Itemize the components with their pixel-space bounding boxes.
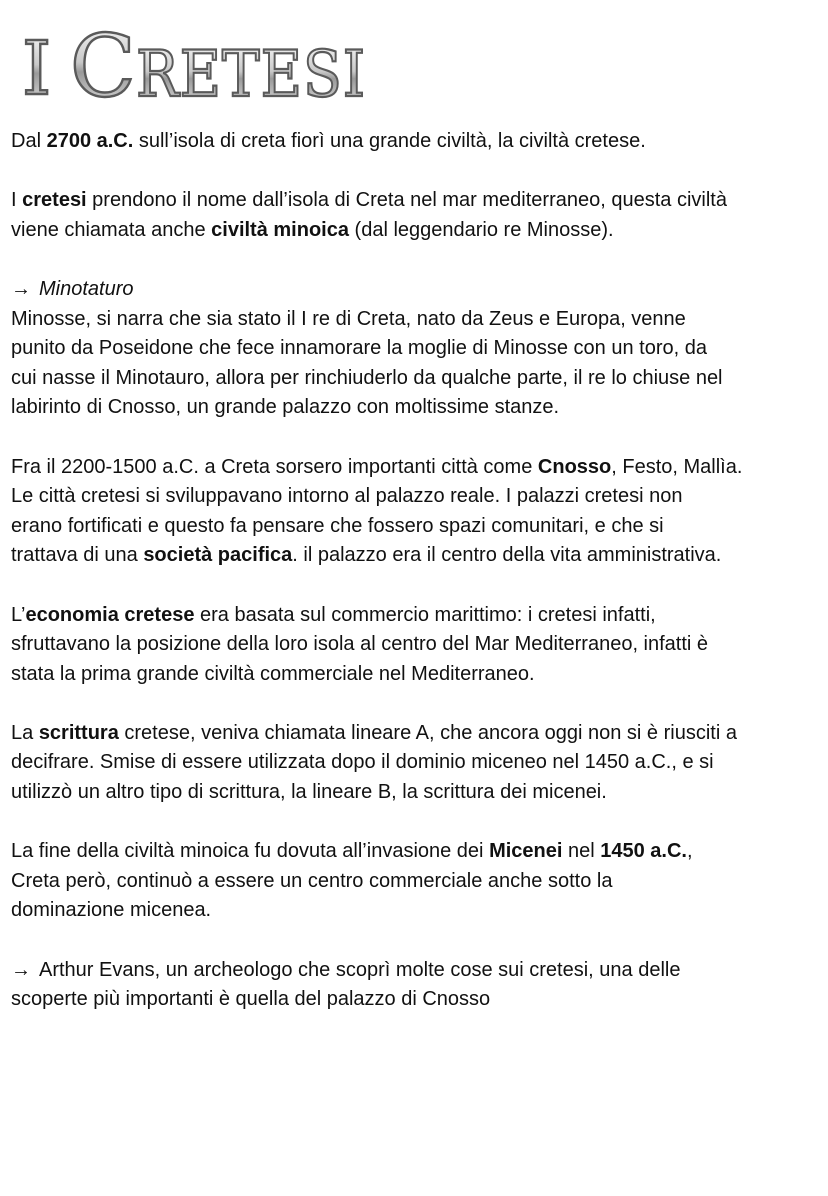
paragraph-minotaur	[11, 275, 821, 423]
page-title	[18, 14, 438, 110]
line: scoperte più importanti è quella del palazzo di Cnosso	[11, 988, 491, 1011]
bold-text: 2700 a.C.	[46, 130, 134, 152]
paragraph-cities	[11, 453, 821, 571]
text: La fine della civiltà minoica fu dovuta all’invasione dei	[11, 840, 490, 863]
text: trattava di una	[11, 544, 144, 567]
line: cui nasse il Minotauro, allora per rinchiuderlo da qualche parte, il re lo chiuse nel	[11, 366, 723, 389]
line: Le città cretesi si sviluppavano intorno al palazzo reale. I palazzi cretesi non	[11, 485, 683, 508]
text: ,	[686, 840, 693, 863]
line: dominazione micenea.	[11, 899, 212, 922]
paragraph-name	[11, 186, 821, 245]
line: stata la prima grande civiltà commerciale nel Mediterraneo.	[11, 662, 535, 685]
arrow-right-icon: →	[11, 958, 31, 981]
text: , Festo, Mallìa.	[611, 455, 743, 478]
line	[11, 127, 821, 157]
line	[11, 719, 821, 749]
paragraph-evans	[11, 956, 821, 1015]
line: Creta però, continuò a essere un centro commerciale anche sotto la	[11, 869, 613, 892]
page-title-graphic	[18, 14, 438, 110]
text: sull’isola di creta fiorì una grande civiltà, la civiltà cretese.	[133, 130, 646, 152]
line	[11, 541, 821, 571]
text: L’	[11, 603, 26, 626]
title-letter-i: I	[22, 26, 52, 110]
document-body	[11, 127, 821, 1044]
text: Arthur Evans, un archeologo che scoprì molte cose sui cretesi, una delle	[39, 958, 681, 981]
line: erano fortificati e questo fa pensare che fossero spazi comunitari, e che si	[11, 514, 664, 537]
line	[11, 837, 821, 867]
text: Dal	[11, 130, 47, 152]
line: decifrare. Smise di essere utilizzata dopo il dominio miceneo nel 1450 a.C., e si	[11, 751, 714, 774]
paragraph-intro	[11, 127, 821, 157]
text: (dal leggendario re Minosse).	[348, 218, 614, 241]
line: punito da Poseidone che fece innamorare la moglie di Minosse con un toro, da	[11, 337, 707, 360]
section-heading	[11, 275, 821, 305]
line	[11, 216, 821, 246]
italic-heading: Minotaturo	[39, 277, 134, 300]
line	[11, 453, 821, 483]
text: viene chiamata anche	[11, 218, 212, 241]
paragraph-end	[11, 837, 821, 926]
bold-text: società pacifica	[143, 544, 293, 567]
paragraph-economy	[11, 601, 821, 690]
title-rest: RETESI	[136, 38, 366, 110]
title-letter-c: C	[70, 17, 136, 110]
line	[11, 601, 821, 631]
text: Fra il 2200-1500 a.C. a Creta sorsero importanti città come	[11, 455, 538, 478]
text: La	[11, 721, 39, 744]
line	[11, 956, 821, 986]
bold-text: scrittura	[38, 721, 119, 744]
line: sfruttavano la posizione della loro isola al centro del Mar Mediterraneo, infatti è	[11, 633, 709, 656]
line	[11, 186, 821, 216]
text: I	[11, 189, 23, 212]
paragraph-writing	[11, 719, 821, 808]
bold-text: economia cretese	[25, 603, 195, 626]
bold-text: Cnosso	[537, 455, 612, 478]
text: cretese, veniva chiamata lineare A, che ancora oggi non si è riusciti a	[118, 721, 737, 744]
line: Minosse, si narra che sia stato il I re di Creta, nato da Zeus e Europa, venne	[11, 307, 686, 330]
line: labirinto di Cnosso, un grande palazzo con moltissime stanze.	[11, 396, 560, 419]
bold-text: cretesi	[22, 189, 87, 212]
text: era basata sul commercio marittimo: i cretesi infatti,	[194, 603, 656, 626]
arrow-right-icon: →	[11, 277, 31, 300]
text: prendono il nome dall’isola di Creta nel mar mediterraneo, questa civiltà	[86, 189, 727, 212]
bold-text: civiltà minoica	[211, 218, 349, 241]
bold-text: Micenei	[489, 840, 563, 863]
text: nel	[562, 840, 601, 863]
bold-text: 1450 a.C.	[600, 840, 687, 863]
line: utilizzò un altro tipo di scrittura, la lineare B, la scrittura dei micenei.	[11, 781, 607, 804]
text: . il palazzo era il centro della vita amministrativa.	[292, 544, 722, 567]
